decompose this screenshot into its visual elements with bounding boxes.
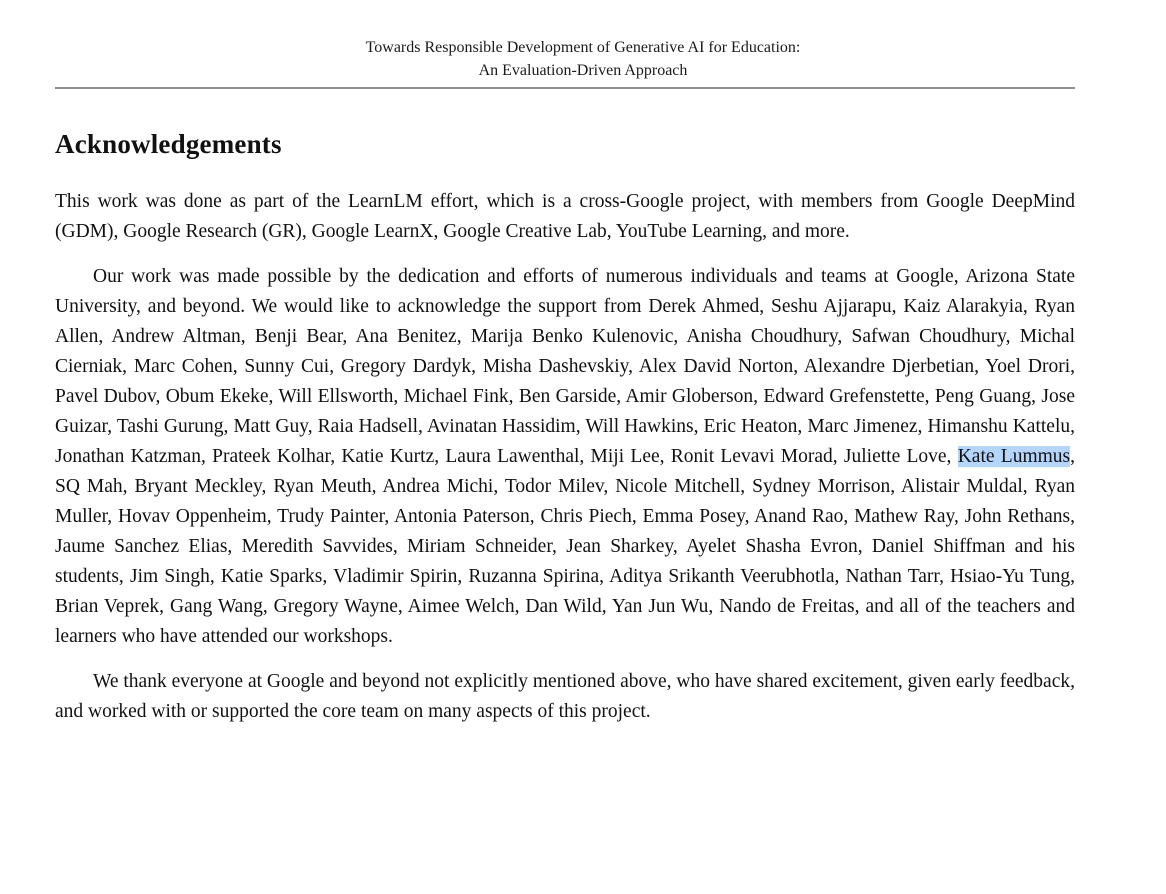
running-header <box>0 0 1166 89</box>
header-rule <box>55 87 1075 89</box>
paragraph-learnlm-effort: This work was done as part of the LearnLM effort, which is a cross-Google project, with members from Google DeepMind (GDM), Google Research (GR), Google LearnX, Google Creative Lab, YouTube Learning, and more. <box>55 191 1075 242</box>
paragraph-acknowledged-individuals <box>55 262 1075 652</box>
paper-title-line-1: Towards Responsible Development of Generative AI for Education: <box>365 39 801 56</box>
section-heading: Acknowledgements <box>55 129 282 159</box>
paper-title-line-2: An Evaluation-Driven Approach <box>478 62 688 79</box>
paragraph-text-after-selection: , SQ Mah, Bryant Meckley, Ryan Meuth, Andrea Michi, Todor Milev, Nicole Mitchell, Sydney Morrison, Alistair Muldal, Ryan Muller, Hovav Oppenheim, Trudy Painter, Antonia Paterson, Chris Piech, Emma Posey, Anand Rao, Mathew Ray, John Rethans, Jaume Sanchez Elias, Meredith Savvides, Miriam Schneider, Jean Sharkey, Ayelet Shasha Evron, Daniel Shiffman and his students, Jim Singh, Katie Sparks, Vladimir Spirin, Ruzanna Spirina, Aditya Srikanth Veerubhotla, Nathan Tarr, Hsiao-Yu Tung, Brian Veprek, Gang Wang, Gregory Wayne, Aimee Welch, Dan Wild, Yan Jun Wu, Nando de Freitas, and all of the teachers and learners who have attended our workshops. <box>55 446 1075 647</box>
paragraph-text-before-selection: Our work was made possible by the dedication and efforts of numerous individuals and teams at Google, Arizona State University, and beyond. We would like to acknowledge the support from Derek Ahmed, Seshu Ajjarapu, Kaiz Alarakyia, Ryan Allen, Andrew Altman, Benji Bear, Ana Benitez, Marija Benko Kulenovic, Anisha Choudhury, Safwan Choudhury, Michal Cierniak, Marc Cohen, Sunny Cui, Gregory Dardyk, Misha Dashevskiy, Alex David Norton, Alexandre Djerbetian, Yoel Drori, Pavel Dubov, Obum Ekeke, Will Ellsworth, Michael Fink, Ben Garside, Amir Globerson, Edward Grefenstette, Peng Guang, Jose Guizar, Tashi Gurung, Matt Guy, Raia Hadsell, Avinatan Hassidim, Will Hawkins, Eric Heaton, Marc Jimenez, Himanshu Kattelu, Jonathan Katzman, Prateek Kolhar, Katie Kurtz, Laura Lawenthal, Miji Lee, Ronit Levavi Morad, Juliette Love, <box>55 266 1075 467</box>
paragraph-thanks-everyone: We thank everyone at Google and beyond not explicitly mentioned above, who have shared excitement, given early feedback, and worked with or supported the core team on many aspects of this project. <box>55 671 1075 722</box>
selected-text-highlight: Kate Lummus <box>957 446 1071 467</box>
acknowledgements-section <box>55 127 1075 727</box>
